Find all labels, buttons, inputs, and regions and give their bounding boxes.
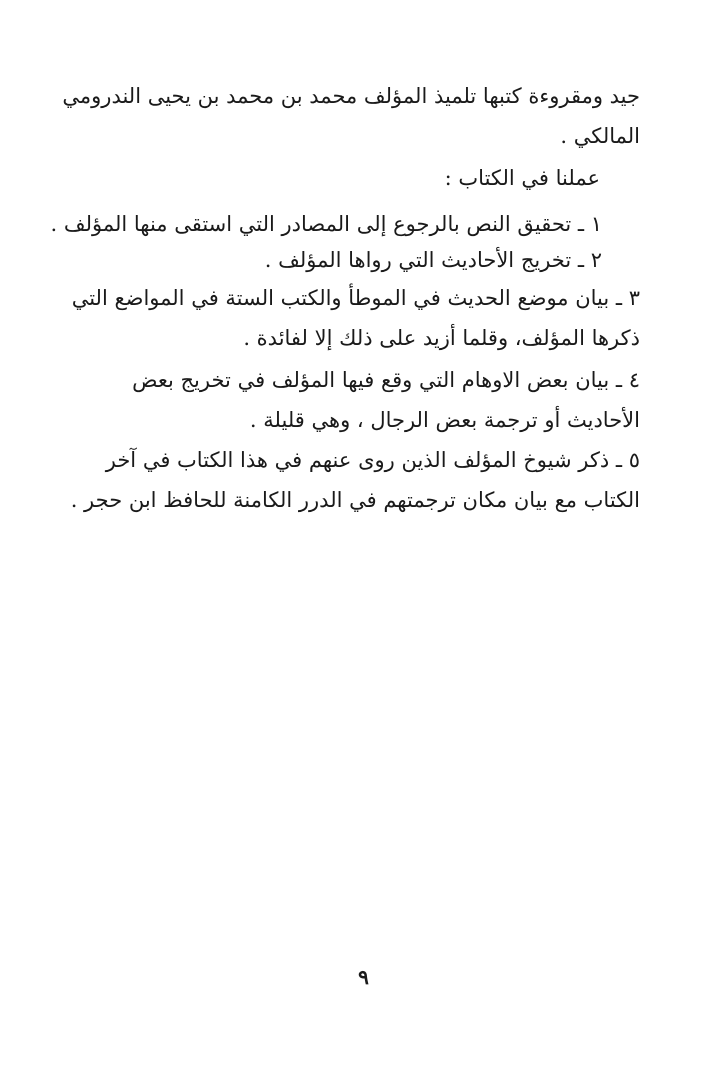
list-item-5 bbox=[72, 440, 640, 520]
page-number: ٩ bbox=[358, 965, 369, 989]
list-item-3-line-1: ٣ ـ بيان موضع الحديث في الموطأ والكتب الستة في المواضع التي bbox=[71, 286, 640, 310]
list-item-4-line-1: ٤ ـ بيان بعض الاوهام التي وقع فيها المؤلف في تخريج بعض bbox=[132, 368, 640, 392]
list-item-3 bbox=[72, 278, 640, 358]
list-item-5-line-2: الكتاب مع بيان مكان ترجمتهم في الدرر الكامنة للحافظ ابن حجر . bbox=[70, 488, 640, 512]
list-item-5-line-1: ٥ ـ ذكر شيوخ المؤلف الذين روى عنهم في هذا الكتاب في آخر bbox=[105, 448, 640, 472]
list-item-4 bbox=[72, 360, 640, 440]
intro-line-1: جيد ومقروءة كتبها تلميذ المؤلف محمد بن محمد بن يحيى الندرومي bbox=[62, 84, 640, 108]
list-item-3-line-2: ذكرها المؤلف، وقلما أزيد على ذلك إلا لفائدة . bbox=[243, 326, 640, 350]
section-heading: عملنا في الكتاب : bbox=[444, 166, 600, 190]
intro-line-2: المالكي . bbox=[560, 124, 640, 148]
list-item-2: ٢ ـ تخريج الأحاديث التي رواها المؤلف . bbox=[264, 248, 602, 272]
list-item-1: ١ ـ تحقيق النص بالرجوع إلى المصادر التي استقى منها المؤلف . bbox=[50, 212, 602, 236]
list-item-4-line-2: الأحاديث أو ترجمة بعض الرجال ، وهي قليلة . bbox=[249, 408, 640, 432]
intro-paragraph bbox=[62, 76, 640, 156]
